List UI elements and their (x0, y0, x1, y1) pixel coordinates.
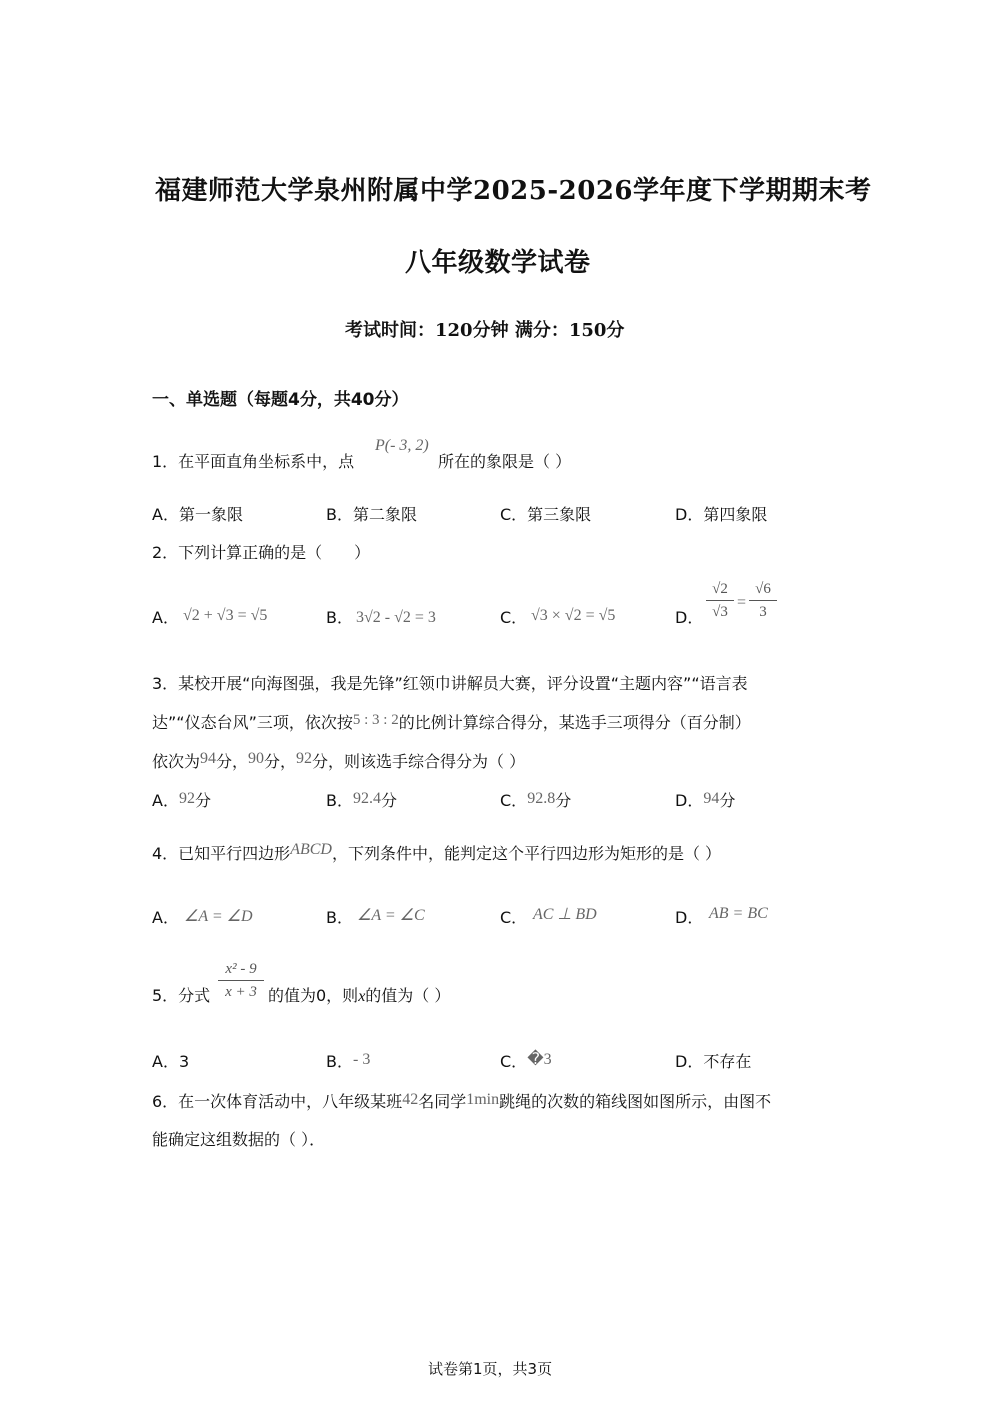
q6-count: 42 (402, 1091, 419, 1108)
q4-stem (152, 841, 722, 865)
q5-frac-num: x² - 9 (225, 961, 257, 977)
q2-d-num-left: √2 (712, 581, 728, 597)
q5-option-d: D．不存在 (675, 1052, 752, 1071)
q2-option-d-fraction-right (749, 580, 777, 621)
exam-title: 福建师范大学泉州附属中学2025-2026学年度下学期期末考 (155, 176, 872, 206)
q3-option-b (326, 791, 397, 812)
q3-b-label: B． (326, 791, 353, 810)
q3-option-c (500, 791, 571, 812)
q3-option-a (152, 791, 211, 812)
q3-line3 (152, 752, 525, 773)
q3-unit: 分 (555, 791, 572, 810)
q3-c-label: C． (500, 791, 528, 810)
q3-line2-a: 达”“仪态台风”三项，依次按 (152, 713, 353, 732)
q2-d-den-right: 3 (759, 604, 767, 620)
q4-option-c-label: C． (500, 908, 528, 927)
fraction-bar (218, 980, 264, 981)
q1-option-c: C．第三象限 (500, 505, 592, 524)
q1-option-d: D．第四象限 (675, 505, 768, 524)
q3-line3-a: 依次为 (152, 752, 201, 771)
q3-line2 (152, 713, 751, 734)
q1-point-math: P(- 3, 2) (375, 437, 429, 454)
q2-option-b-math: 3√2 - √2 = 3 (356, 609, 436, 626)
q4-option-a-math: ∠A = ∠D (184, 908, 253, 925)
q3-d-val: 94 (703, 790, 720, 807)
q1-stem-end: 所在的象限是（ ） (438, 452, 572, 471)
q5-c-label: C． (500, 1052, 528, 1071)
q3-option-d (675, 791, 735, 812)
q2-option-c-label: C． (500, 608, 528, 627)
q2-stem: 2．下列计算正确的是（ ） (152, 543, 371, 562)
q5-stem-b (268, 986, 450, 1007)
q5-stem-b-text: 的值为0，则 (268, 986, 359, 1005)
q3-unit: 分 (194, 791, 211, 810)
q3-a-val: 92 (178, 790, 195, 807)
exam-info: 考试时间：120分钟 满分：150分 (345, 320, 625, 341)
fraction-bar (706, 600, 734, 601)
q3-d-label: D． (675, 791, 704, 810)
q3-ratio: 5 : 3 : 2 (352, 712, 399, 728)
q2-option-d-equals: = (737, 594, 747, 611)
q5-option-a: A．3 (152, 1052, 190, 1071)
q2-option-d-label: D． (675, 608, 704, 627)
q5-option-b (326, 1052, 370, 1073)
q3-unit: 分 (380, 791, 397, 810)
q1-option-a: A．第一象限 (152, 505, 243, 524)
q2-option-a-math: √2 + √3 = √5 (183, 607, 268, 624)
page-footer: 试卷第1页，共3页 (428, 1360, 553, 1378)
q3-line3-d: 分，则该选手综合得分为（ ） (312, 752, 526, 771)
q3-unit: 分 (719, 791, 736, 810)
q5-var: x (358, 988, 366, 1005)
q6-line2: 能确定这组数据的（ ）． (152, 1130, 326, 1149)
q4-option-a-label: A． (152, 908, 179, 927)
q4-option-d-math: AB = BC (709, 905, 768, 922)
q6-line1-b: 名同学 (418, 1092, 467, 1111)
q6-line1-c: 跳绳的次数的箱线图如图所示，由图不 (499, 1092, 772, 1111)
q1-option-b: B．第二象限 (326, 505, 417, 524)
q5-frac-den: x + 3 (225, 984, 257, 1000)
q3-line2-b: 的比例计算综合得分，某选手三项得分（百分制） (398, 713, 751, 732)
q2-option-a-label: A． (152, 608, 179, 627)
q3-line3-b: 分， (216, 752, 249, 771)
q4-option-b-math: ∠A = ∠C (357, 907, 425, 924)
q4-option-b-label: B． (326, 908, 353, 927)
q3-line1: 3．某校开展“向海图强，我是先锋”红领巾讲解员大赛，评分设置“主题内容”“语言表 (152, 674, 748, 693)
q3-b-val: 92.4 (352, 790, 381, 807)
q3-score-3: 92 (296, 750, 313, 767)
q5-b-val: - 3 (352, 1051, 371, 1068)
q2-option-c-math: √3 × √2 = √5 (531, 607, 616, 624)
q2-d-den-left: √3 (712, 604, 728, 620)
q5-stem-a: 5．分式 (152, 986, 211, 1005)
q2-d-num-right: √6 (755, 581, 771, 597)
q6-line1 (152, 1092, 771, 1113)
q5-fraction (218, 960, 264, 1001)
q6-line1-a: 6．在一次体育活动中，八年级某班 (152, 1092, 403, 1111)
q4-option-c-math: AC ⊥ BD (533, 906, 597, 923)
q2-option-d-fraction-left (706, 580, 734, 621)
q5-option-c (500, 1052, 552, 1073)
q3-score-2: 90 (248, 750, 265, 767)
q5-b-label: B． (326, 1052, 353, 1071)
q3-a-label: A． (152, 791, 179, 810)
q4-abcd: ABCD (290, 841, 332, 858)
q1-stem-text: 1．在平面直角坐标系中，点 (152, 452, 355, 471)
q3-score-1: 94 (200, 750, 217, 767)
q6-time: 1min (466, 1091, 500, 1108)
q4-stem-a: 4．已知平行四边形 (152, 844, 291, 863)
q3-line3-c: 分， (264, 752, 297, 771)
section-heading: 一、单选题（每题4分，共40分） (152, 390, 409, 410)
q3-c-val: 92.8 (527, 790, 556, 807)
exam-subtitle: 八年级数学试卷 (405, 248, 591, 278)
q5-c-val: �3 (527, 1051, 552, 1068)
q1-stem (152, 452, 354, 472)
q4-stem-b: ，下列条件中，能判定这个平行四边形为矩形的是（ ） (331, 844, 722, 863)
q2-option-b-label: B． (326, 608, 353, 627)
q4-option-d-label: D． (675, 908, 704, 927)
fraction-bar (749, 600, 777, 601)
q5-stem-c: 的值为（ ） (365, 986, 451, 1005)
